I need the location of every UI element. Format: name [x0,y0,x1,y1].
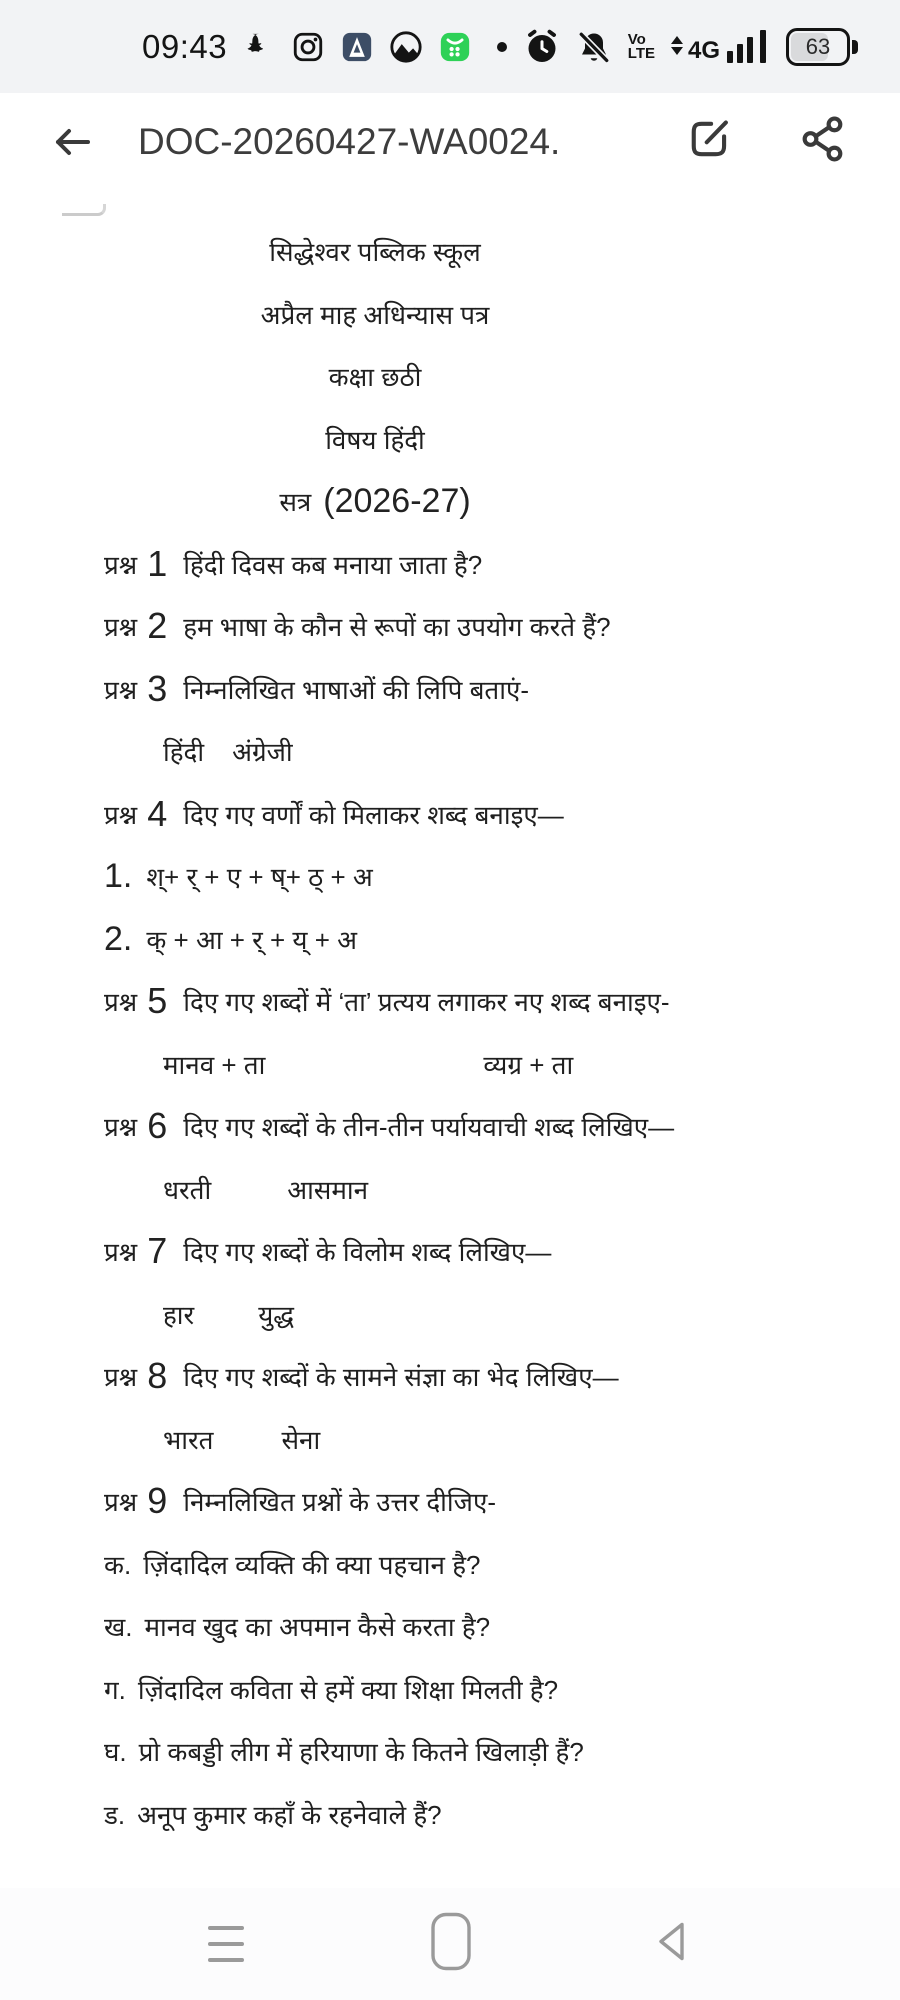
question-4-item-2: 2. क् + आ + र् + य् + अ [104,919,358,958]
question-7: प्रश्न 7 दिए गए शब्दों के विलोम शब्द लिखिए— [104,1230,552,1272]
question-4-item-1: 1. श्+ र् + ए + ष्+ ठ् + अ [104,857,373,896]
data-arrows-icon [671,36,683,55]
doc-heading-school: सिद्धेश्वर पब्लिक स्कूल [269,237,481,268]
battery-indicator: 63 [786,28,860,66]
doc-heading-subject: विषय हिंदी [325,424,425,455]
question-5: प्रश्न 5 दिए गए शब्दों में ‘ता’ प्रत्यय लगाकर नए शब्द बनाइए- [104,980,670,1022]
question-8: प्रश्न 8 दिए गए शब्दों के सामने संज्ञा का भेद लिखिए— [104,1355,619,1397]
navigation-bar [0,1888,900,2000]
doc-heading-month: अप्रैल माह अधिन्यास पत्र [260,299,490,330]
status-bar [0,0,900,93]
question-2: प्रश्न 2 हम भाषा के कौन से रूपों का उपयोग करते हैं? [104,605,611,647]
doc-heading-class: कक्षा छठी [328,362,422,393]
question-6: प्रश्न 6 दिए गए शब्दों के तीन-तीन पर्यायवाची शब्द लिखिए— [104,1105,675,1147]
question-9-sub-b: ख. मानव खुद का अपमान कैसे करता है? [104,1612,491,1643]
question-9-sub-e: ड. अनूप कुमार कहाँ के रहनेवाले हैं? [104,1799,442,1830]
gallery-icon [389,30,423,64]
question-6-words: धरती आसमान [163,1174,369,1205]
clock-time: 09:43 [142,27,228,65]
letter-a-app-icon [340,30,374,64]
document-title: DOC-20260427-WA0024. [138,120,561,162]
question-3: प्रश्न 3 निम्नलिखित भाषाओं की लिपि बताएं- [104,667,530,709]
question-8-words: भारत सेना [163,1424,321,1455]
green-app-icon [438,30,472,64]
share-icon[interactable] [798,114,848,169]
notification-overflow-dot [497,42,507,52]
snapchat-icon [242,30,276,64]
back-arrow-icon[interactable] [48,118,96,166]
bell-muted-icon [576,29,612,65]
question-1: प्रश्न 1 हिंदी दिवस कब मनाया जाता है? [104,542,483,584]
instagram-icon [291,30,325,64]
question-9-sub-a: क. ज़िंदादिल व्यक्ति की क्या पहचान है? [104,1549,481,1580]
question-5-words: मानव + ता व्यग्र + ता [163,1049,574,1080]
document-page[interactable] [0,190,900,1845]
doc-heading-session: सत्र (2026-27) [279,481,471,520]
question-4: प्रश्न 4 दिए गए वर्णों को मिलाकर शब्द बनाइए— [104,792,564,834]
question-3-words: हिंदी अंग्रेजी [163,737,293,768]
alarm-icon [524,29,560,65]
question-7-words: हार युद्ध [163,1299,295,1330]
recents-menu-icon[interactable] [208,1926,244,1962]
edit-icon[interactable] [684,113,736,170]
back-nav-icon[interactable] [650,1918,694,1971]
home-icon[interactable] [429,1911,473,1978]
network-4g-indicator: 4G [671,30,766,63]
volte-indicator: Vo LTE [627,30,655,62]
signal-bars-icon [727,30,766,63]
partial-page-corner [62,204,106,216]
app-header [0,93,900,190]
question-9-sub-d: घ. प्रो कबड्डी लीग में हरियाणा के कितने खिलाड़ी हैं? [104,1737,584,1768]
question-9-sub-c: ग. ज़िंदादिल कविता से हमें क्या शिक्षा मिलती है? [104,1674,559,1705]
question-9: प्रश्न 9 निम्नलिखित प्रश्नों के उत्तर दीजिए- [104,1480,496,1522]
